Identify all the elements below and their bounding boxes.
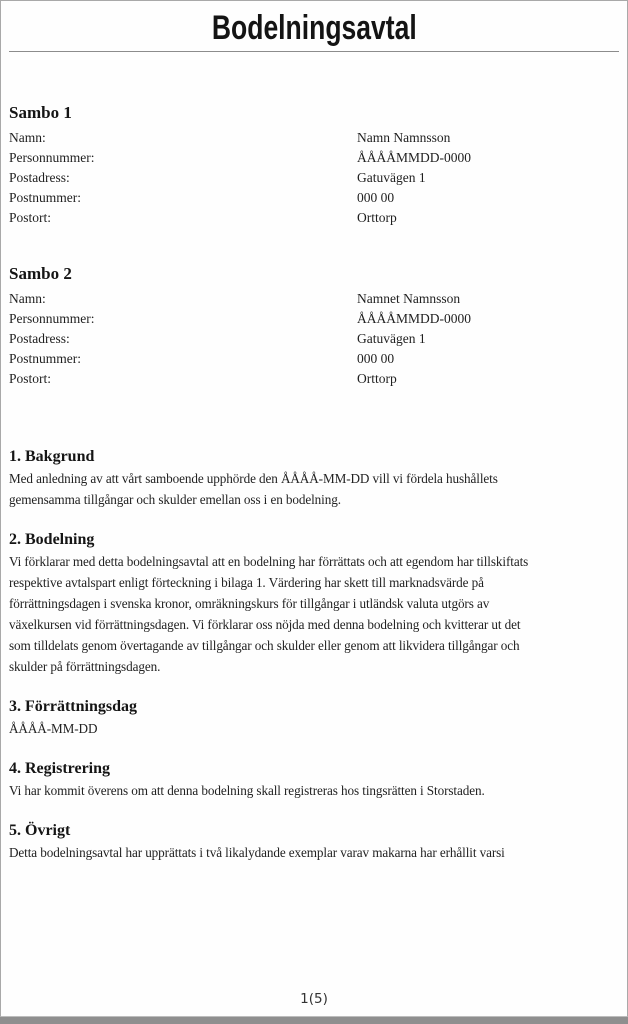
section-body-line: skulder på förrättningsdagen. <box>9 659 161 674</box>
field-value: 000 00 <box>357 190 395 205</box>
field-label: Personnummer: <box>9 311 95 326</box>
section-heading: 5. Övrigt <box>9 822 71 839</box>
section-body-line: förrättningsdagen i svenska kronor, omräkningskurs för tillgångar i utländsk valuta utgörs av <box>9 596 490 611</box>
field-value: Gatuvägen 1 <box>357 331 426 346</box>
field-label: Postnummer: <box>9 351 82 366</box>
field-label: Postort: <box>9 210 52 225</box>
section-body-line: Med anledning av att vårt samboende upphörde den ÅÅÅÅ-MM-DD vill vi fördela hushållets <box>9 471 498 486</box>
field-label: Postadress: <box>9 331 70 346</box>
field-label: Postnummer: <box>9 190 82 205</box>
field-row-postal-code <box>9 349 619 369</box>
field-value: Orttorp <box>357 371 397 386</box>
field-value: ÅÅÅÅMMDD-0000 <box>357 150 471 165</box>
section-body-line: ÅÅÅÅ-MM-DD <box>9 721 98 736</box>
field-row-name <box>9 289 619 309</box>
section-heading: 1. Bakgrund <box>9 448 95 465</box>
field-row-city <box>9 208 619 228</box>
field-row-postal-address <box>9 329 619 349</box>
section-body-line: växelkursen vid förrättningsdagen. Vi förklarar oss nöjda med denna bodelning och kvitterar ut det <box>9 617 521 632</box>
field-value: Orttorp <box>357 210 397 225</box>
section-heading: 4. Registrering <box>9 760 111 777</box>
field-value: ÅÅÅÅMMDD-0000 <box>357 311 471 326</box>
section-registration <box>9 759 619 801</box>
field-row-postal-address <box>9 168 619 188</box>
party-heading: Sambo 1 <box>9 103 72 122</box>
field-label: Postadress: <box>9 170 70 185</box>
field-row-personal-number <box>9 148 619 168</box>
section-heading: 2. Bodelning <box>9 531 95 548</box>
title-divider <box>9 51 619 52</box>
party-heading: Sambo 2 <box>9 264 72 283</box>
party-block-sambo-1 <box>9 103 619 228</box>
field-label: Personnummer: <box>9 150 95 165</box>
field-value: Namnet Namnsson <box>357 291 461 306</box>
field-row-name <box>9 128 619 148</box>
section-body-line: Vi förklarar med detta bodelningsavtal att en bodelning har förrättats och att egendom har tillskiftats <box>9 554 529 569</box>
page-number: 1(5) <box>300 991 328 1007</box>
field-row-city <box>9 369 619 389</box>
section-body-line: Vi har kommit överens om att denna bodelning skall registreras hos tingsrätten i Storstaden. <box>9 783 485 798</box>
section-settlement-day <box>9 697 619 739</box>
document-title-text: Bodelningsavtal <box>211 9 417 47</box>
section-heading: 3. Förrättningsdag <box>9 698 137 715</box>
field-label: Postort: <box>9 371 52 386</box>
field-value: Namn Namnsson <box>357 130 451 145</box>
field-label: Namn: <box>9 130 46 145</box>
section-body-line: Detta bodelningsavtal har upprättats i två likalydande exemplar varav makarna har erhållit varsi <box>9 845 505 860</box>
document-title <box>9 1 619 47</box>
section-background <box>9 447 619 510</box>
field-value: Gatuvägen 1 <box>357 170 426 185</box>
section-body-line: gemensamma tillgångar och skulder emellan oss i en bodelning. <box>9 492 341 507</box>
section-body-line: respektive avtalspart enligt förteckning i bilaga 1. Värdering har skett till marknadsvärde på <box>9 575 484 590</box>
section-body-line: som tilldelats genom övertagande av tillgångar och skulder eller genom att likvidera tillgångar och <box>9 638 520 653</box>
party-block-sambo-2 <box>9 264 619 389</box>
section-other <box>9 821 619 863</box>
field-row-postal-code <box>9 188 619 208</box>
field-row-personal-number <box>9 309 619 329</box>
section-division <box>9 530 619 677</box>
field-value: 000 00 <box>357 351 395 366</box>
field-label: Namn: <box>9 291 46 306</box>
